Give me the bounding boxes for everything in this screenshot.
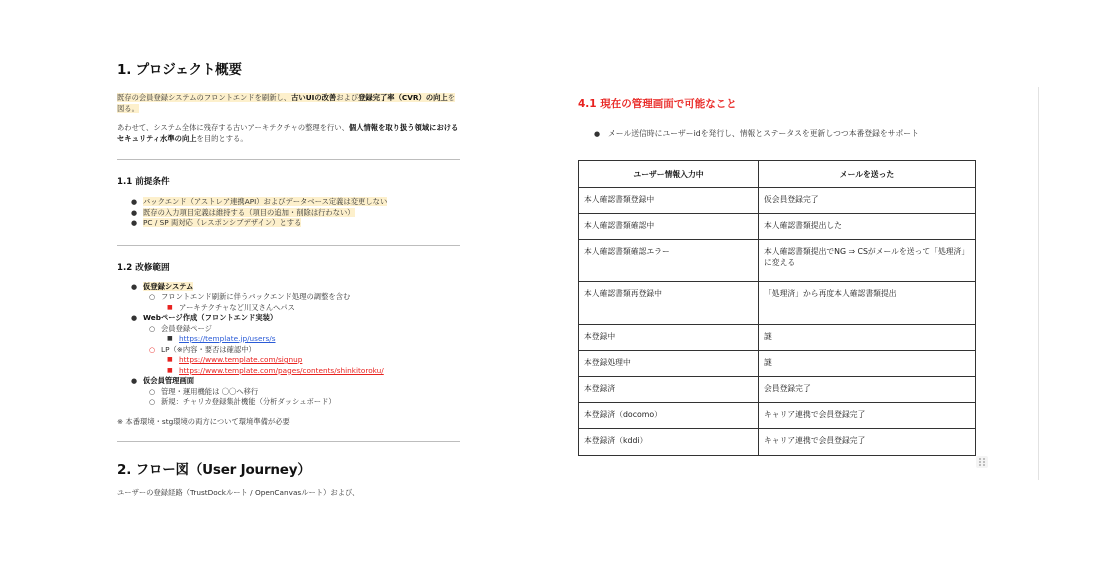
section1-paragraph2 — [117, 122, 460, 144]
status-table — [578, 160, 976, 456]
list-item — [117, 218, 460, 229]
bullet-filled-icon: ● — [131, 282, 138, 291]
bullet-filled-icon: ● — [131, 208, 138, 217]
bullet-square-icon: ■ — [167, 356, 173, 363]
scope-list — [117, 282, 460, 408]
bullet-hollow-icon: ○ — [149, 345, 156, 354]
shinkitoroku-link[interactable]: https://www.template.com/pages/contents/shinkitoroku/ — [179, 365, 384, 375]
bold-text: 登録完了率（CVR）の向上 — [358, 93, 448, 102]
bold-text: 個人情報を取り扱う領域におけるセキュリティ水準の向上 — [117, 123, 459, 143]
table-row — [579, 429, 976, 456]
list-item — [117, 208, 460, 219]
table-row — [579, 282, 976, 325]
bullet-filled-icon: ● — [131, 314, 138, 322]
table-header-cell: ユーザー情報入力中 — [579, 161, 759, 188]
list-item — [117, 292, 460, 303]
environment-note: ※ 本番環境・stg環境の両方について環境準備が必要 — [117, 416, 290, 426]
section1-2-heading: 1.2 改修範囲 — [117, 262, 170, 273]
prerequisites-list — [117, 197, 460, 229]
table-cell: 「処理済」から再度本人確認書類提出 — [759, 282, 976, 325]
list-item-text: PC / SP 両対応（レスポンシブデザイン）とする — [143, 218, 302, 227]
table-row — [579, 351, 976, 377]
divider — [117, 159, 460, 160]
divider — [117, 441, 460, 442]
list-item — [117, 334, 460, 345]
table-cell: 本登録済（kddi） — [579, 429, 759, 456]
list-item — [117, 376, 460, 387]
bullet-hollow-icon: ○ — [149, 398, 156, 406]
list-item — [117, 397, 460, 408]
table-cell: 本登録済（docomo） — [579, 403, 759, 429]
text: を図る。 — [117, 93, 456, 113]
list-item — [117, 313, 460, 324]
text: あわせて、システム全体に残存する古いアーキテクチャの整理を行い、 — [117, 123, 349, 132]
list-item — [117, 303, 460, 314]
list-item-text: 新規：チャリカ登録集計機能（分析ダッシュボード） — [161, 397, 336, 406]
list-item — [117, 355, 460, 366]
text: 既存の会員登録システムのフロントエンドを刷新し、 — [117, 93, 292, 102]
list-item-text: 仮登録システム — [143, 281, 194, 291]
table-row — [579, 325, 976, 351]
divider — [117, 245, 460, 246]
table-row — [579, 240, 976, 282]
bullet-filled-icon: ● — [131, 219, 138, 227]
text: および — [336, 93, 359, 102]
text: を目的とする。 — [196, 134, 248, 143]
list-item-text: 会員登録ページ — [161, 323, 212, 333]
section2-heading: 2. フロー図（User Journey） — [117, 461, 311, 478]
bold-text: 古いUIの改善 — [291, 93, 337, 102]
list-item-text: メール送信時にユーザーidを発行し、情報とステータスを更新しつつ本番登録をサポート — [608, 129, 919, 138]
table-cell: 本人確認書類登録中 — [579, 188, 759, 214]
list-item — [117, 366, 460, 377]
list-item — [578, 128, 976, 140]
left-page — [117, 58, 460, 498]
section4-1-heading: 4.1 現在の管理画面で可能なこと — [578, 98, 737, 110]
table-row — [579, 188, 976, 214]
list-item-text: 仮会員管理画面 — [143, 376, 195, 385]
bullet-square-icon: ■ — [167, 335, 173, 342]
section1-paragraph1 — [117, 92, 460, 114]
list-item-text: バックエンド（アストレア連携API）およびデータベース定義は変更しない — [143, 197, 388, 206]
list-item — [117, 324, 460, 335]
list-item-text: アーキテクチャなど川又さんへパス — [179, 302, 295, 312]
table-row — [579, 377, 976, 403]
table-cell: 本人確認書類提出した — [759, 214, 976, 240]
bullet-square-icon: ■ — [167, 303, 173, 311]
list-item-text: 管理・運用機能は 〇〇へ移行 — [161, 386, 259, 396]
table-cell: 本人確認書類提出でNG ⇒ CSがメールを送って「処理済」に変える — [759, 240, 976, 282]
table-header-row — [579, 161, 976, 188]
list-item — [117, 282, 460, 293]
table-header-cell: メールを送った — [759, 161, 976, 188]
table-cell: 謎 — [759, 351, 976, 377]
right-page — [578, 96, 976, 140]
bullet-hollow-icon: ○ — [149, 324, 156, 333]
list-item — [117, 197, 460, 208]
section2-paragraph: ユーザーの登録経路（TrustDockルート / OpenCanvasルート）および、 — [117, 487, 360, 497]
bullet-filled-icon: ● — [131, 198, 138, 206]
list-item — [117, 345, 460, 356]
section1-heading: 1. プロジェクト概要 — [117, 62, 242, 78]
table-cell: 本登録処理中 — [579, 351, 759, 377]
bullet-filled-icon: ● — [131, 377, 138, 385]
bullet-hollow-icon: ○ — [149, 293, 156, 301]
member-page-link[interactable]: https://template.jp/users/s — [179, 334, 276, 343]
table-drag-handle-icon[interactable] — [976, 456, 988, 468]
bullet-square-icon: ■ — [167, 366, 173, 374]
table-cell: 本人確認書類再登録中 — [579, 282, 759, 325]
table-cell: キャリア連携で会員登録完了 — [759, 403, 976, 429]
list-item-text: LP（※内容・要否は確認中） — [161, 344, 256, 354]
page-edge-divider — [1038, 87, 1039, 480]
list-item-text: フロントエンド刷新に伴うバックエンド処理の調整を含む — [161, 292, 351, 301]
table-cell: 本人確認書類確認中 — [579, 214, 759, 240]
table-row — [579, 214, 976, 240]
list-item-text: Webページ作成（フロントエンド実装） — [143, 313, 278, 322]
table-cell: 仮会員登録完了 — [759, 188, 976, 214]
table-row — [579, 403, 976, 429]
section1-1-heading: 1.1 前提条件 — [117, 177, 170, 187]
table-cell: 本人確認書類確認エラー — [579, 240, 759, 282]
table-cell: キャリア連携で会員登録完了 — [759, 429, 976, 456]
signup-link[interactable]: https://www.template.com/signup — [179, 355, 303, 364]
list-item — [117, 387, 460, 398]
table-cell: 謎 — [759, 325, 976, 351]
bullet-hollow-icon: ○ — [149, 387, 156, 396]
bullet-filled-icon: ● — [594, 130, 601, 138]
list-item-text: 既存の入力項目定義は維持する（項目の追加・削除は行わない） — [143, 207, 355, 217]
table-cell: 本登録中 — [579, 325, 759, 351]
table-cell: 会員登録完了 — [759, 377, 976, 403]
table-cell: 本登録済 — [579, 377, 759, 403]
